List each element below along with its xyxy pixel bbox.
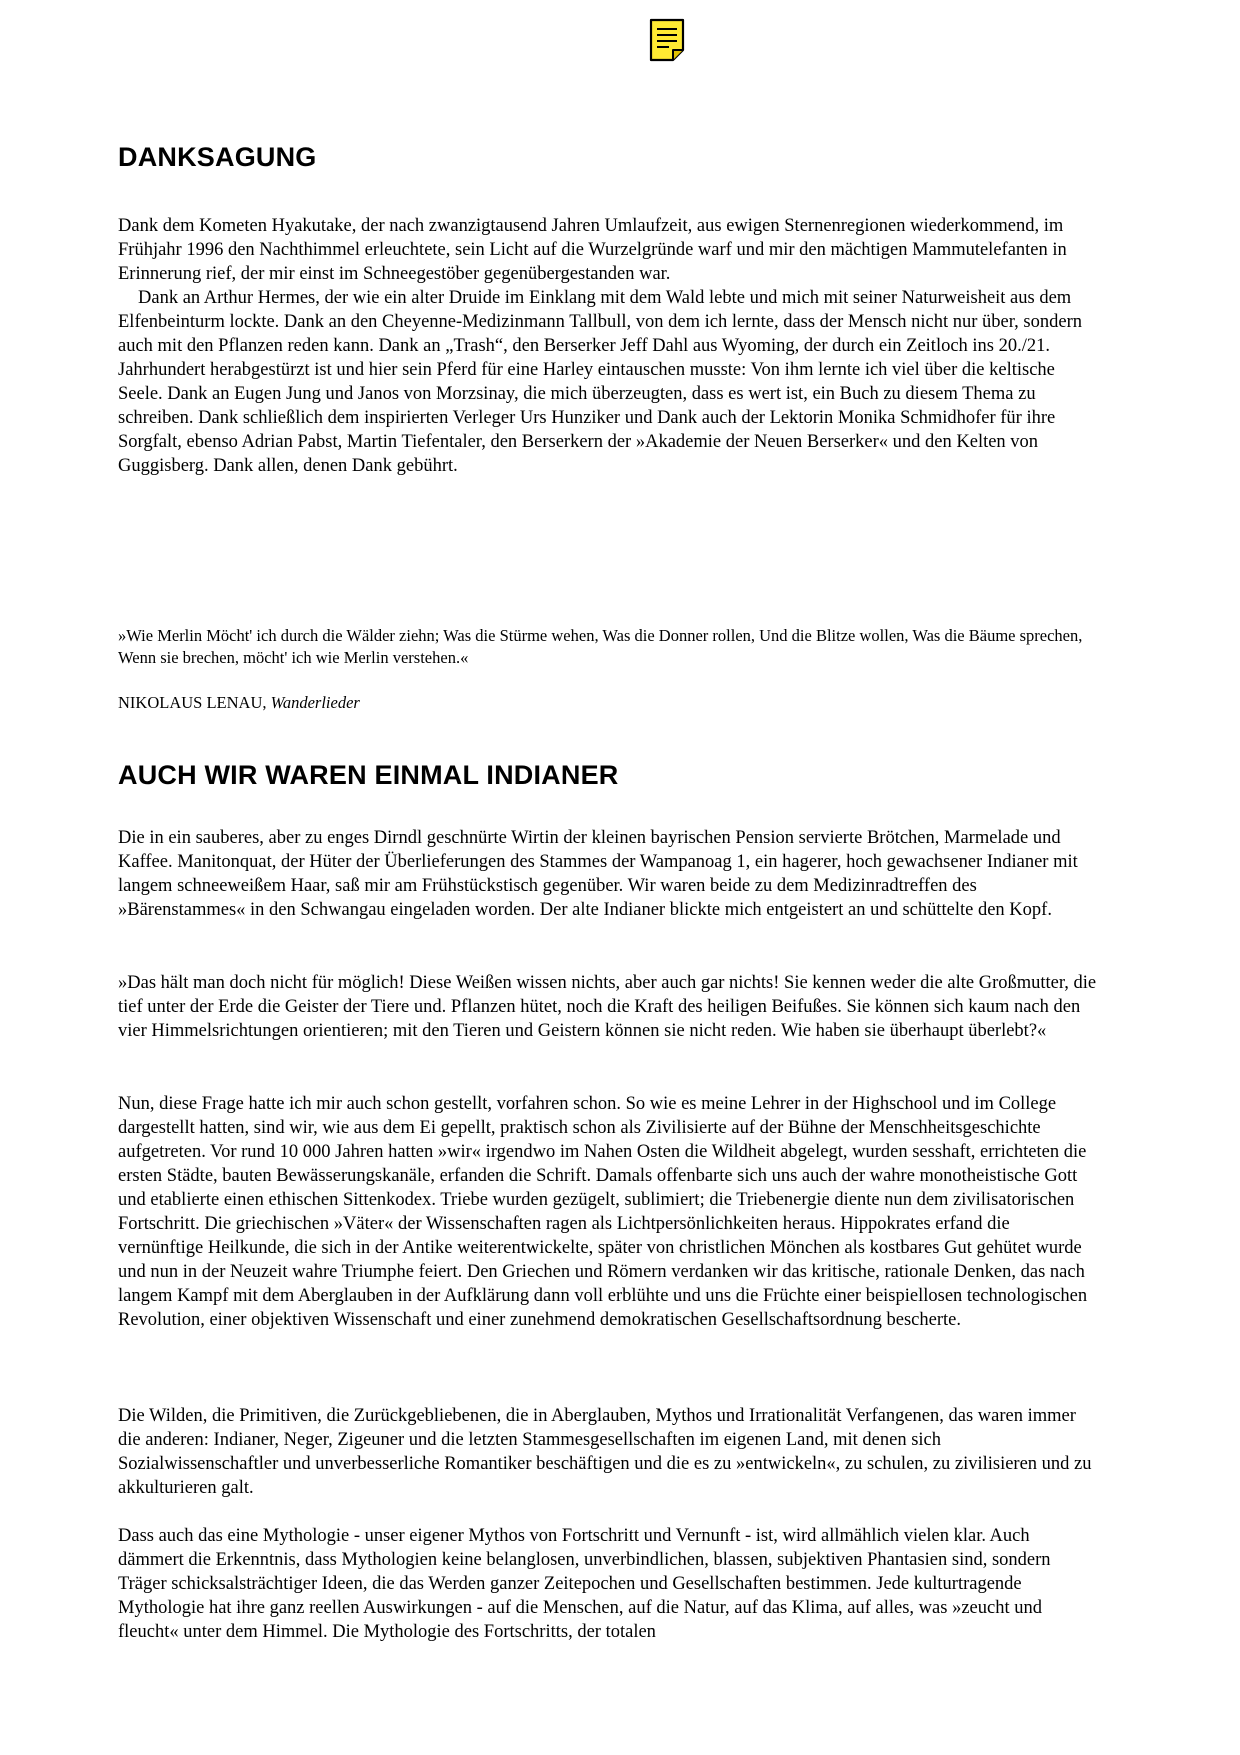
epigraph-work: Wanderlieder <box>270 693 360 712</box>
heading-danksagung: DANKSAGUNG <box>118 142 317 172</box>
chapter-paragraph-1: Die in ein sauberes, aber zu enges Dirndl geschnürte Wirtin der kleinen bayrischen Pension servierte Brötchen, Marmelade und Kaffee. Manitonquat, der Hüter der Überlieferungen des Stammes der Wampanoag 1, ein hagerer, hoch gewachsener Indianer mit langem schneeweißem Haar, saß mir am Frühstückstisch gegenüber. Wir waren beide zu dem Medizinradtreffen des »Bärenstammes« in den Schwangau eingeladen worden. Der alte Indianer blickte mich entgeistert an und schüttelte den Kopf. <box>118 828 1078 920</box>
chapter-paragraph-4: Die Wilden, die Primitiven, die Zurückgebliebenen, die in Aberglauben, Mythos und Irrationalität Verfangenen, das waren immer die anderen: Indianer, Neger, Zigeuner und die letzten Stammesgesellschaften im eigenen Land, mit denen sich Sozialwissenschaftler und unverbesserliche Romantiker beschäftigen und die es zu »entwickeln«, zu schulen, zu zivilisieren und zu akkulturieren galt. <box>118 1406 1092 1498</box>
chapter-paragraph-2: »Das hält man doch nicht für möglich! Diese Weißen wissen nichts, aber auch gar nichts! Sie kennen weder die alte Großmutter, die tief unter der Erde die Geister der Tiere und. Pflanzen hütet, noch die Kraft des heiligen Beifußes. Sie können sich kaum nach den vier Himmelsrichtungen orientieren; mit den Tieren und Geistern können sie nicht reden. Wie haben sie überhaupt überlebt?« <box>118 973 1097 1041</box>
danksagung-paragraph-2: Dank an Arthur Hermes, der wie ein alter Druide im Einklang mit dem Wald lebte und mich mit seiner Naturweisheit aus dem Elfenbeinturm lockte. Dank an den Cheyenne-Medizinmann Tallbull, von dem ich lernte, dass der Mensch nicht nur über, sondern auch mit den Pflanzen reden kann. Dank an „Trash“, den Berserker Jeff Dahl aus Wyoming, der durch ein Zeitloch ins 20./21. Jahrhundert herabgestürzt ist und hier sein Pferd für eine Harley eintauschen musste: Von ihm lernte ich viel über die keltische Seele. Dank an Eugen Jung und Janos von Morzsinay, die mich überzeugten, dass es wert ist, ein Buch zu diesem Thema zu schreiben. Dank schließlich dem inspirierten Verleger Urs Hunziker und Dank auch der Lektorin Monika Schmidhofer für ihre Sorgfalt, ebenso Adrian Pabst, Martin Tiefentaler, den Berserkern der »Akademie der Neuen Berserker« und den Kelten von Guggisberg. Dank allen, denen Dank gebührt. <box>118 288 1082 476</box>
epigraph-quote: »Wie Merlin Möcht' ich durch die Wälder ziehn; Was die Stürme wehen, Was die Donner rollen, Und die Blitze wollen, Was die Bäume sprechen, Wenn sie brechen, möcht' ich wie Merlin verstehen.« <box>118 626 1083 667</box>
epigraph-attribution <box>118 692 1108 714</box>
heading-chapter: AUCH WIR WAREN EINMAL INDIANER <box>118 760 619 790</box>
chapter-paragraph-3: Nun, diese Frage hatte ich mir auch schon gestellt, vorfahren schon. So wie es meine Lehrer in der Highschool und im College dargestellt hatten, sind wir, wie aus dem Ei gepellt, praktisch schon als Zivilisierte auf der Bühne der Menschheitsgeschichte aufgetreten. Vor rund 10 000 Jahren hatten »wir« irgendwo im Nahen Osten die Wildheit abgelegt, wurden sesshaft, errichteten die ersten Städte, bauten Bewässerungskanäle, erfanden die Schrift. Damals offenbarte sich uns auch der wahre monotheistische Gott und etablierte einen ethischen Sittenkodex. Triebe wurden gezügelt, sublimiert; die Triebenergie diente nun dem zivilisatorischen Fortschritt. Die griechischen »Väter« der Wissenschaften ragen als Lichtpersönlichkeiten heraus. Hippokrates erfand die vernünftige Heilkunde, die sich in der Antike weiterentwickelte, später von christlichen Mönchen als kostbares Gut gehütet wurde und nun in der Neuzeit wahre Triumphe feiert. Den Griechen und Römern verdanken wir das kritische, rationale Denken, das nach langem Kampf mit dem Aberglauben in der Aufklärung dann voll erblühte und uns die Früchte einer beispiellosen technologischen Revolution, einer objektiven Wissenschaft und einer zunehmend demokratischen Gesellschaftsordnung bescherte. <box>118 1094 1088 1330</box>
epigraph-author: NIKOLAUS LENAU, <box>118 693 267 712</box>
chapter-paragraph-5: Dass auch das eine Mythologie - unser eigener Mythos von Fortschritt und Vernunft - ist, wird allmählich vielen klar. Auch dämmert die Erkenntnis, dass Mythologien keine belanglosen, unverbindlichen, blassen, subjektiven Phantasien sind, sondern Träger schicksalsträchtiger Ideen, die das Werden ganzer Zeitepochen und Gesellschaften bestimmen. Jede kulturtragende Mythologie hat ihre ganz reellen Auswirkungen - auf die Menschen, auf die Natur, auf das Klima, auf alles, was »zeucht und fleucht« unter dem Himmel. Die Mythologie des Fortschritts, der totalen <box>118 1526 1051 1642</box>
danksagung-paragraph-1: Dank dem Kometen Hyakutake, der nach zwanzigtausend Jahren Umlaufzeit, aus ewigen Sternenregionen wiederkommend, im Frühjahr 1996 den Nachthimmel erleuchtete, sein Licht auf die Wurzelgründe warf und mir den mächtigen Mammutelefanten in Erinnerung rief, der mir einst im Schneegestöber gegenübergestanden war. <box>118 216 1067 284</box>
note-icon[interactable] <box>649 18 687 62</box>
